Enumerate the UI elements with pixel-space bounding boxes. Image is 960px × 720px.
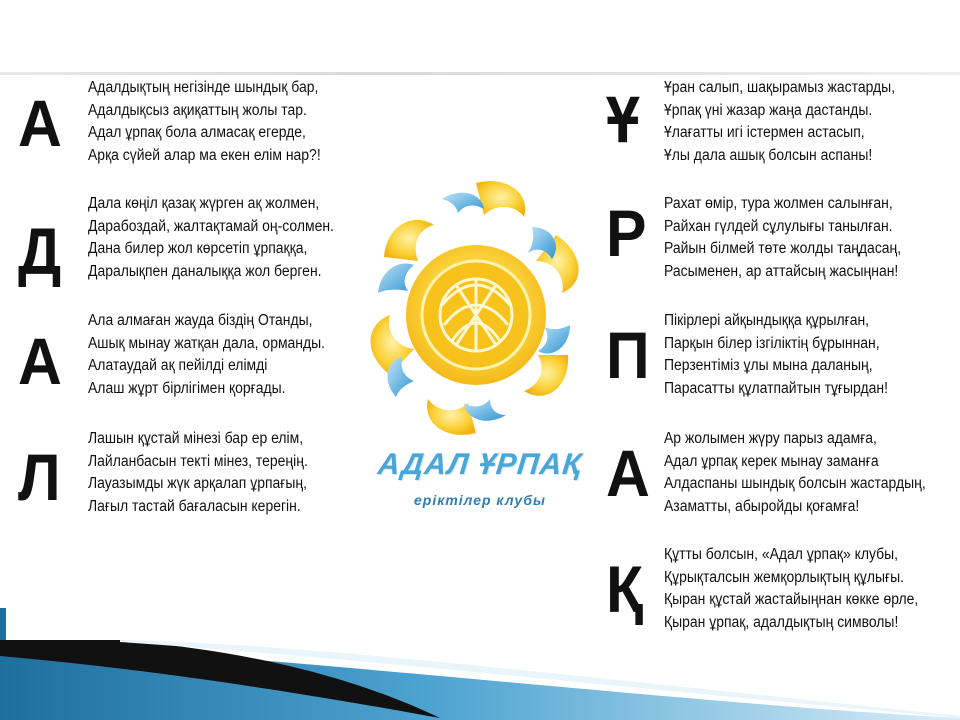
- verse-line: Азаматты, абыройды қоғамға!: [664, 497, 860, 515]
- verse-line: Перзентіміз ұлы мына даланың,: [664, 357, 873, 374]
- verse-line: Пікірлері айқындыққа құрылған,: [664, 312, 870, 329]
- verse-line: Адал ұрпақ керек мынау заманға: [664, 452, 879, 470]
- verse-line: Дала көңіл қазақ жүрген ақ жолмен,: [88, 195, 320, 212]
- acrostic-letter-left-3: А: [18, 324, 62, 398]
- verse-line: Ұлағатты игі істермен астасып,: [664, 124, 865, 141]
- acrostic-letter-left-2: Д: [18, 214, 62, 288]
- acrostic-letter-left-1: А: [18, 86, 62, 160]
- verse-line: Құрықталсын жемқорлықтың құлығы.: [664, 568, 905, 586]
- acrostic-letter-right-1: Ұ: [606, 82, 640, 156]
- verse-line: Адалдықтың негізінде шындық бар,: [88, 79, 319, 96]
- verse-line: Алдаспаны шындық болсын жастардың,: [664, 475, 926, 492]
- verse-line: Адал ұрпақ бола алмасақ егерде,: [88, 124, 306, 141]
- verse-line: Алатаудай ақ пейілді елімді: [88, 357, 268, 374]
- poster-top-edge: [0, 72, 960, 75]
- verse-line: Арқа сүйей алар ма екен елім нар?!: [88, 146, 321, 164]
- stanza-left-1: [88, 77, 321, 167]
- stanza-right-2: [664, 193, 901, 283]
- stanza-right-1: [664, 77, 895, 167]
- acrostic-letter-right-2: Р: [606, 196, 647, 270]
- verse-line: Рахат өмір, тура жолмен салынған,: [664, 195, 893, 212]
- verse-line: Ар жолымен жүру парыз адамға,: [664, 430, 877, 447]
- verse-line: Алаш жұрт бірлігімен қорғады.: [88, 379, 286, 397]
- verse-line: Құтты болсын, «Адал ұрпақ» клубы,: [664, 546, 899, 563]
- acrostic-letter-left-4: Л: [18, 440, 61, 514]
- verse-line: Адалдықсыз ақиқаттың жолы тар.: [88, 101, 307, 119]
- verse-line: Қыран құстай жастайыңнан көкке өрле,: [664, 591, 919, 608]
- verse-line: Ұран салып, шақырамыз жастарды,: [664, 79, 896, 96]
- verse-line: Лағыл тастай бағаласын керегін.: [88, 497, 301, 515]
- stanza-right-4: [664, 428, 926, 518]
- logo-subtitle: еріктілер клубы: [414, 492, 546, 508]
- stanza-left-4: [88, 428, 308, 518]
- verse-line: Дарабоздай, жалтақтамай оң-солмен.: [88, 217, 334, 235]
- verse-line: Райхан гүлдей сұлулығы танылған.: [664, 217, 893, 235]
- verse-line: Парқын білер ізгіліктің бұрыннан,: [664, 334, 880, 352]
- verse-line: Ұрпақ үні жазар жаңа дастанды.: [664, 101, 873, 119]
- stanza-left-3: [88, 310, 325, 400]
- bottom-swoosh-band: [0, 600, 960, 720]
- verse-line: Ұлы дала ашық болсын аспаны!: [664, 146, 873, 164]
- acrostic-letter-right-3: П: [606, 318, 650, 392]
- verse-line: Қыран ұрпақ, адалдықтың символы!: [664, 613, 899, 631]
- verse-line: Лауазымды жүк арқалап ұрпағың,: [88, 475, 307, 492]
- stanza-left-2: [88, 193, 334, 283]
- verse-line: Дана билер жол көрсетіп ұрпаққа,: [88, 240, 308, 257]
- stanza-right-3: [664, 310, 888, 400]
- verse-line: Лайланбасын текті мінез, тереңің.: [88, 452, 308, 470]
- verse-line: Райын білмей төте жолды таңдасаң,: [664, 240, 902, 257]
- verse-line: Ала алмаған жауда біздің Отанды,: [88, 312, 313, 329]
- acrostic-letter-right-4: А: [606, 436, 650, 510]
- acrostic-letter-right-5: Қ: [606, 552, 644, 626]
- verse-line: Даралықпен даналыққа жол берген.: [88, 262, 322, 280]
- sun-logo-icon: [356, 165, 596, 465]
- verse-line: Расыменен, ар аттайсың жасыңнан!: [664, 262, 899, 280]
- verse-line: Парасатты құлатпайтын тұғырдан!: [664, 379, 888, 397]
- logo-title: АДАЛ ҰРПАҚ: [376, 448, 584, 481]
- verse-line: Лашын құстай мінезі бар ер елім,: [88, 430, 304, 447]
- verse-line: Ашық мынау жатқан дала, орманды.: [88, 334, 326, 352]
